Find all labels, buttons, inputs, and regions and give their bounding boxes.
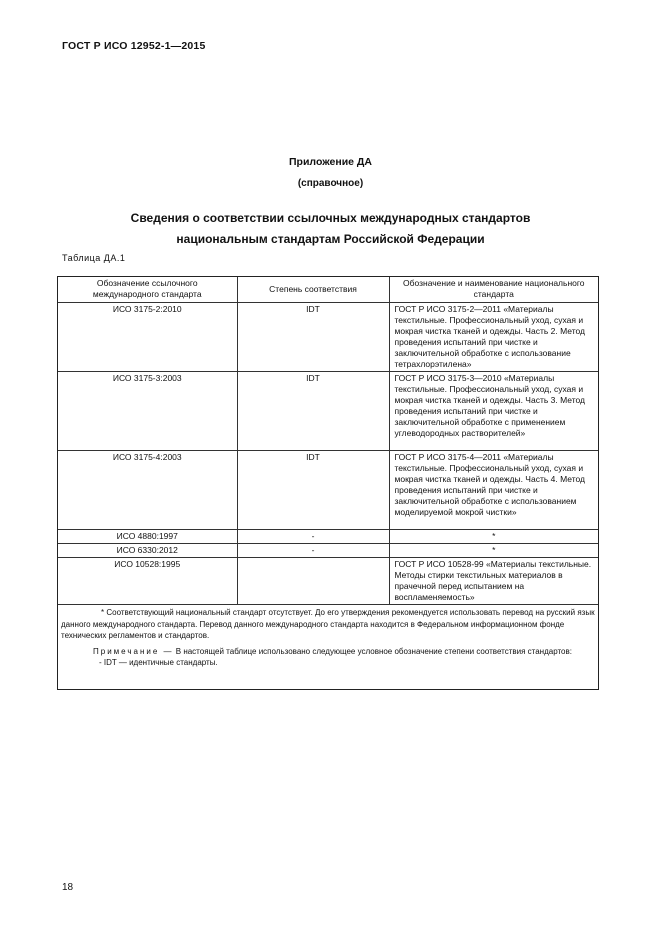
page-number: 18	[62, 882, 74, 893]
national-standard-cell: ГОСТ Р ИСО 3175-4—2011 «Материалы текстильные. Профессиональный уход, сухая и мокрая чистка тканей и одежды. Часть 4. Метод проведения испытаний при чистке и заключительной обработке с использованием моделируемой мокрой чистки»	[389, 451, 598, 530]
table-label: Таблица ДА.1	[62, 253, 126, 263]
correspondence-table-frame	[57, 276, 599, 690]
table-row	[58, 544, 598, 558]
note-item-idt: - IDT — идентичные стандарты.	[99, 658, 218, 667]
correspondence-table	[58, 277, 598, 605]
table-row	[58, 530, 598, 544]
note-label: Примечание —	[93, 646, 174, 656]
intl-standard-cell: ИСО 10528:1995	[58, 558, 237, 605]
table-notes	[61, 607, 595, 669]
note-text: В настоящей таблице использовано следующее условное обозначение степени соответствия стандартов:	[173, 646, 572, 656]
annex-title: Приложение ДА	[289, 156, 372, 168]
table-row	[58, 451, 598, 530]
degree-cell: IDT	[237, 451, 389, 530]
degree-cell: IDT	[237, 372, 389, 451]
annex-heading	[0, 208, 661, 250]
national-standard-cell: ГОСТ Р ИСО 10528-99 «Материалы текстильные. Методы стирки текстильных материалов в прачечной перед испытанием на воспламеняемость»	[389, 558, 598, 605]
degree-cell: IDT	[237, 303, 389, 372]
column-header-national-standard: Обозначение и наименование национального стандарта	[389, 277, 598, 303]
intl-standard-cell: ИСО 3175-4:2003	[58, 451, 237, 530]
national-standard-cell: *	[389, 544, 598, 558]
degree-cell: -	[237, 530, 389, 544]
annex-subtitle: (справочное)	[297, 178, 364, 189]
column-header-intl-standard: Обозначение ссылочного международного стандарта	[58, 277, 237, 303]
column-header-degree: Степень соответствия	[237, 277, 389, 303]
national-standard-cell: ГОСТ Р ИСО 3175-3—2010 «Материалы текстильные. Профессиональный уход, сухая и мокрая чистка тканей и одежды. Часть 3. Метод проведения испытаний при чистке и заключительной обработке с применением углеводородных растворителей»	[389, 372, 598, 451]
intl-standard-cell: ИСО 4880:1997	[58, 530, 237, 544]
national-standard-cell: *	[389, 530, 598, 544]
degree-cell: -	[237, 544, 389, 558]
annex-heading-line1: Сведения о соответствии ссылочных международных стандартов	[130, 211, 531, 225]
intl-standard-cell: ИСО 3175-2:2010	[58, 303, 237, 372]
footnote: * Соответствующий национальный стандарт отсутствует. До его утверждения рекомендуется использовать перевод на русский язык данного международного стандарта. Перевод данного международного стандарта находится в Федеральном информационном фонде технических регламентов и стандартов.	[61, 608, 595, 640]
national-standard-cell: ГОСТ Р ИСО 3175-2—2011 «Материалы текстильные. Профессиональный уход, сухая и мокрая чистка тканей и одежды. Часть 2. Метод проведения испытаний при чистке и заключительной обработке с использование тетрахлорэтилена»	[389, 303, 598, 372]
degree-cell	[237, 558, 389, 605]
annex-heading-line2: национальным стандартам Российской Федерации	[176, 232, 485, 246]
intl-standard-cell: ИСО 6330:2012	[58, 544, 237, 558]
table-row	[58, 303, 598, 372]
table-row	[58, 558, 598, 605]
document-code: ГОСТ Р ИСО 12952-1—2015	[62, 40, 206, 52]
intl-standard-cell: ИСО 3175-3:2003	[58, 372, 237, 451]
table-row	[58, 372, 598, 451]
table-header-row	[58, 277, 598, 303]
note	[61, 646, 595, 658]
